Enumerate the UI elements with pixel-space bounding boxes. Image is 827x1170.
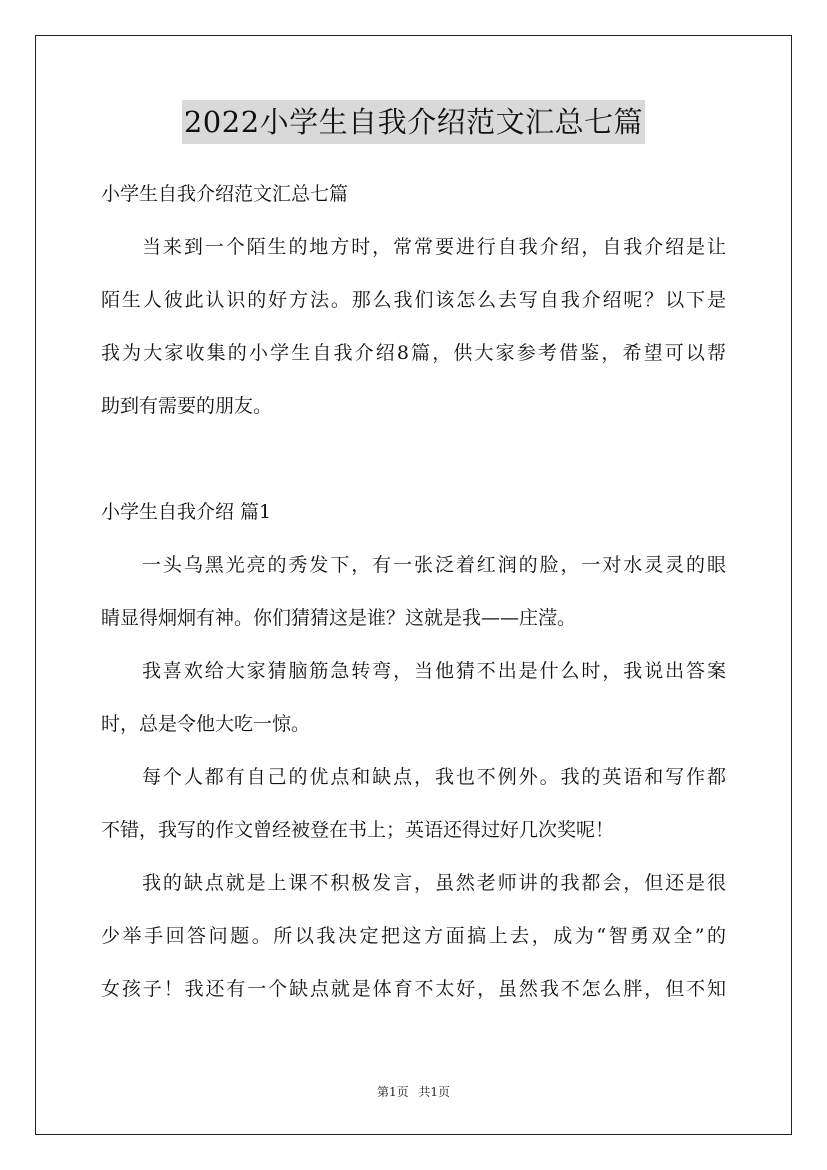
paragraph-line: 我的缺点就是上课不积极发言，虽然老师讲的我都会，但还是很 [142, 872, 726, 894]
page-total: 共1页 [418, 1085, 451, 1099]
paragraph-line: 当来到一个陌生的地方时，常常要进行自我介绍，自我介绍是让 [142, 236, 726, 258]
paragraph-line: 少举手回答问题。所以我决定把这方面搞上去，成为“智勇双全”的 [101, 925, 726, 947]
document-title: 2022小学生自我介绍范文汇总七篇 [182, 100, 645, 144]
paragraph-line: 一头乌黑光亮的秀发下，有一张泛着红润的脸，一对水灵灵的眼 [142, 554, 726, 576]
title-container [0, 100, 827, 144]
intro-heading: 小学生自我介绍范文汇总七篇 [101, 183, 349, 205]
paragraph-line: 女孩子！我还有一个缺点就是体育不太好，虽然我不怎么胖，但不知 [101, 978, 726, 1000]
paragraph-line: 助到有需要的朋友。 [101, 395, 273, 417]
paragraph-line: 我喜欢给大家猜脑筋急转弯，当他猜不出是什么时，我说出答案 [142, 660, 726, 682]
blank-line [101, 433, 726, 486]
paragraph-line: 我为大家收集的小学生自我介绍8篇，供大家参考借鉴，希望可以帮 [101, 342, 726, 364]
paragraph-line: 每个人都有自己的优点和缺点，我也不例外。我的英语和写作都 [142, 766, 726, 788]
section-heading: 小学生自我介绍 篇1 [101, 501, 272, 523]
paragraph-line: 睛显得炯炯有神。你们猜猜这是谁？这就是我——庄滢。 [101, 607, 577, 629]
page-footer [0, 1083, 827, 1100]
paragraph-line: 时，总是令他大吃一惊。 [101, 713, 311, 735]
page-number: 第1页 [376, 1085, 409, 1099]
document-body [101, 168, 726, 1016]
paragraph-line: 陌生人彼此认识的好方法。那么我们该怎么去写自我介绍呢？以下是 [101, 289, 726, 311]
paragraph-line: 不错，我写的作文曾经被登在书上；英语还得过好几次奖呢！ [101, 819, 615, 841]
